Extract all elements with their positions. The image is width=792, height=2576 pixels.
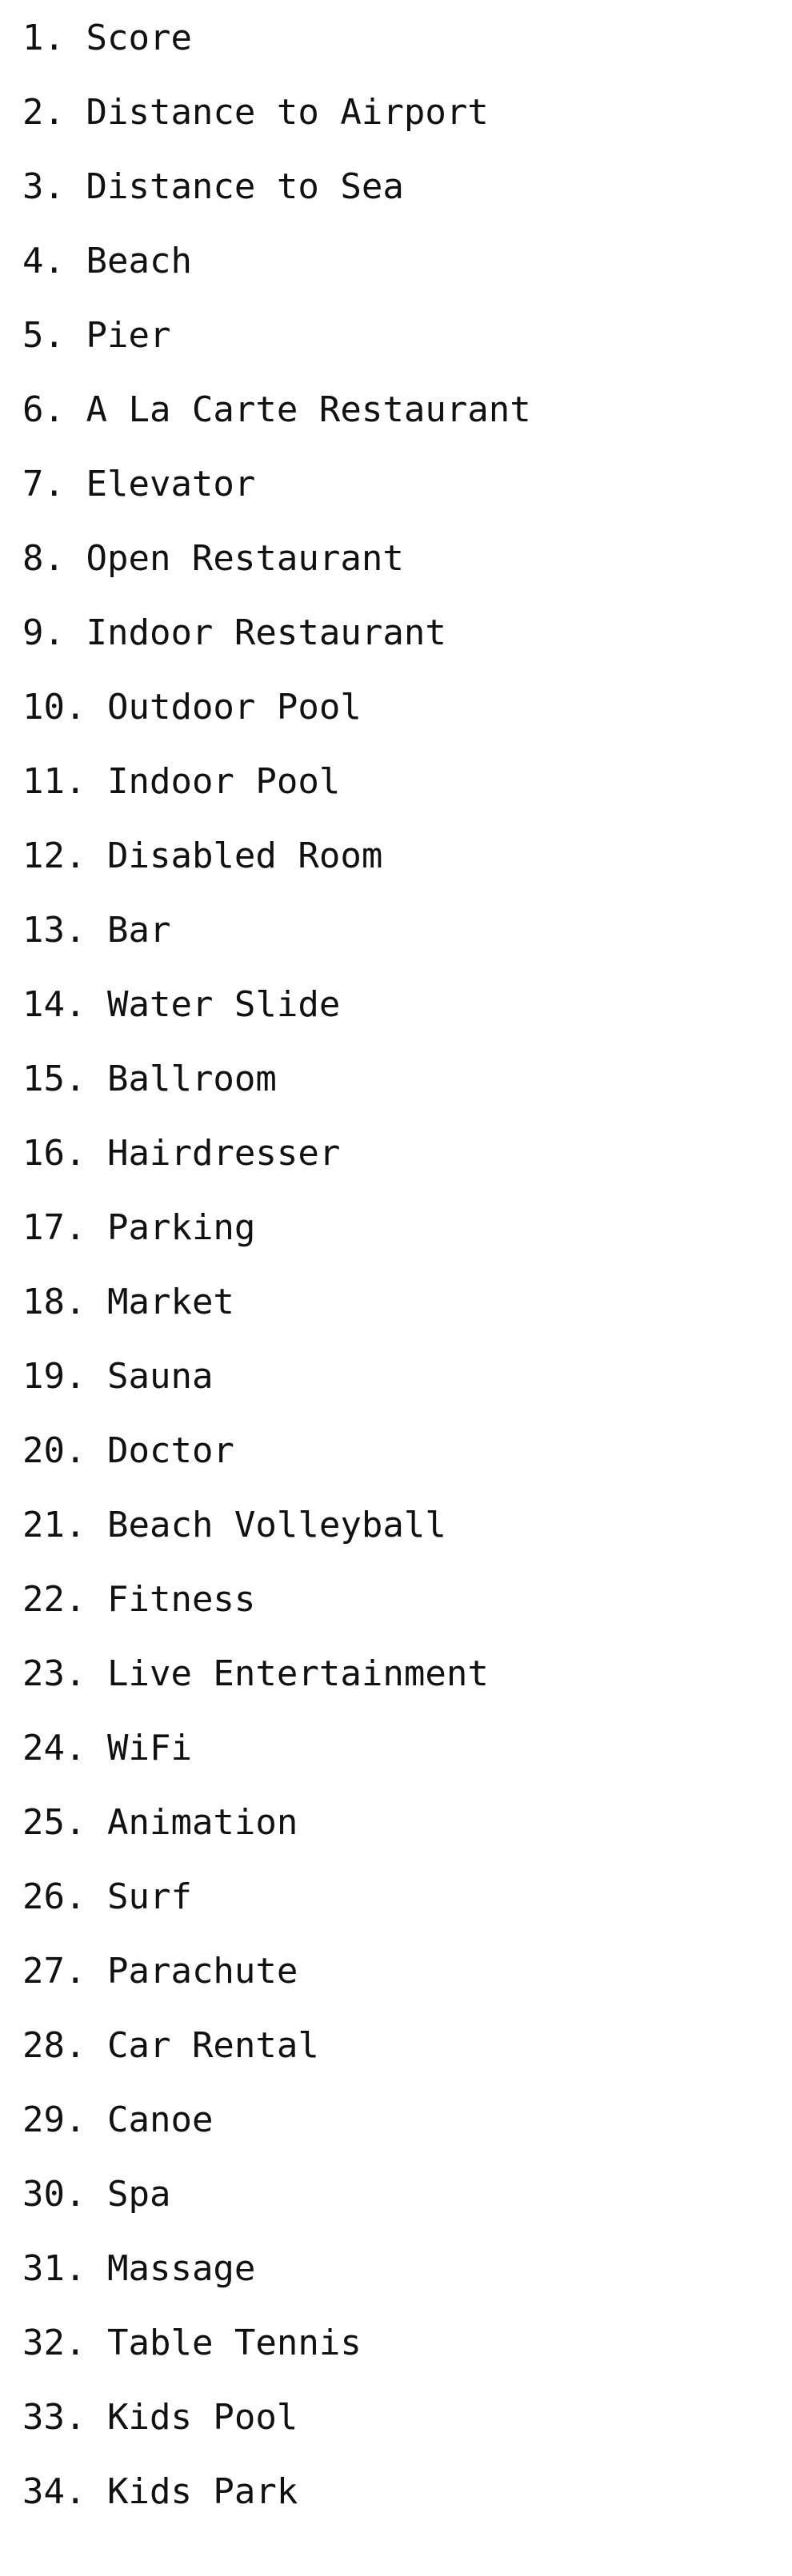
- list-item-number: 16.: [22, 1133, 86, 1174]
- list-item-label: Parachute: [106, 1951, 298, 1992]
- list-item-number: 20.: [22, 1430, 86, 1471]
- list-item-label: A La Carte Restaurant: [86, 389, 531, 430]
- list-item-number: 32.: [22, 2323, 86, 2363]
- list-item-number: 7.: [22, 464, 65, 504]
- list-item-label: Score: [86, 18, 192, 58]
- list-item-number: 11.: [22, 761, 86, 802]
- list-item-label: Car Rental: [106, 2025, 319, 2066]
- list-item-number: 28.: [22, 2025, 86, 2066]
- list-item-label: Disabled Room: [106, 835, 383, 876]
- list-item-label: Spa: [106, 2174, 171, 2215]
- list-item-number: 10.: [22, 687, 86, 728]
- list-item-number: 6.: [22, 389, 65, 430]
- list-item: [22, 389, 531, 464]
- list-item-label: Kids Park: [106, 2471, 298, 2512]
- list-item: [22, 92, 531, 166]
- list-item: [22, 2174, 531, 2248]
- list-item-label: Bar: [106, 910, 171, 951]
- list-item-number: 15.: [22, 1059, 86, 1099]
- list-item-label: Market: [106, 1282, 234, 1322]
- list-item-label: Massage: [106, 2248, 256, 2289]
- list-item: [22, 1802, 531, 1876]
- list-item-number: 12.: [22, 835, 86, 876]
- list-item-number: 30.: [22, 2174, 86, 2215]
- list-item-number: 5.: [22, 315, 65, 356]
- list-item: [22, 1579, 531, 1653]
- list-item: [22, 910, 531, 984]
- list-item-label: Elevator: [86, 464, 256, 504]
- list-item-label: Pier: [86, 315, 171, 356]
- list-item: [22, 687, 531, 761]
- list-item: [22, 315, 531, 389]
- list-item-number: 18.: [22, 1282, 86, 1322]
- list-item-number: 14.: [22, 984, 86, 1025]
- list-item-label: Open Restaurant: [86, 538, 404, 579]
- list-item: [22, 1356, 531, 1430]
- list-item-number: 23.: [22, 1653, 86, 1694]
- list-item-label: Water Slide: [106, 984, 341, 1025]
- list-item: [22, 1207, 531, 1282]
- list-item: [22, 18, 531, 92]
- list-item-number: 19.: [22, 1356, 86, 1397]
- list-item-label: Live Entertainment: [106, 1653, 489, 1694]
- list-item: [22, 1059, 531, 1133]
- list-item-label: Doctor: [106, 1430, 234, 1471]
- list-item: [22, 2397, 531, 2471]
- list-item: [22, 612, 531, 687]
- list-item-number: 8.: [22, 538, 65, 579]
- list-item-number: 9.: [22, 612, 65, 653]
- list-item-number: 29.: [22, 2099, 86, 2140]
- list-item-label: Table Tennis: [106, 2323, 362, 2363]
- list-item-number: 27.: [22, 1951, 86, 1992]
- list-item-label: Fitness: [106, 1579, 256, 1620]
- list-item-number: 17.: [22, 1207, 86, 1248]
- list-item: [22, 2025, 531, 2099]
- list-item: [22, 984, 531, 1059]
- list-item: [22, 464, 531, 538]
- list-item: [22, 166, 531, 241]
- list-item: [22, 2471, 531, 2546]
- list-item-number: 25.: [22, 1802, 86, 1843]
- list-item-label: Animation: [106, 1802, 298, 1843]
- list-item-number: 21.: [22, 1505, 86, 1545]
- list-item-label: Distance to Sea: [86, 166, 404, 207]
- list-item: [22, 2099, 531, 2174]
- list-item-label: Sauna: [106, 1356, 214, 1397]
- list-item: [22, 761, 531, 835]
- list-item-label: Beach: [86, 241, 192, 281]
- list-item: [22, 1133, 531, 1207]
- facility-list: [22, 18, 531, 2546]
- list-item: [22, 1505, 531, 1579]
- list-item-number: 33.: [22, 2397, 86, 2438]
- list-item-label: Kids Pool: [106, 2397, 298, 2438]
- list-item-label: Outdoor Pool: [106, 687, 362, 728]
- list-item-label: Indoor Restaurant: [86, 612, 446, 653]
- list-item: [22, 1282, 531, 1356]
- list-item: [22, 1430, 531, 1505]
- list-item-label: Surf: [106, 1876, 192, 1917]
- list-item-number: 34.: [22, 2471, 86, 2512]
- list-item-number: 31.: [22, 2248, 86, 2289]
- list-item-label: Indoor Pool: [106, 761, 341, 802]
- list-item: [22, 2323, 531, 2397]
- list-item: [22, 1728, 531, 1802]
- list-item-number: 2.: [22, 92, 65, 133]
- list-item: [22, 835, 531, 910]
- list-item: [22, 241, 531, 315]
- list-item: [22, 1951, 531, 2025]
- list-item-label: Distance to Airport: [86, 92, 489, 133]
- list-item-label: Hairdresser: [106, 1133, 341, 1174]
- list-item-label: Canoe: [106, 2099, 214, 2140]
- list-item-number: 13.: [22, 910, 86, 951]
- list-item: [22, 2248, 531, 2323]
- list-item-number: 4.: [22, 241, 65, 281]
- list-item-number: 24.: [22, 1728, 86, 1769]
- list-item-label: Ballroom: [106, 1059, 277, 1099]
- list-item-number: 26.: [22, 1876, 86, 1917]
- list-item-number: 22.: [22, 1579, 86, 1620]
- list-item-label: WiFi: [106, 1728, 192, 1769]
- list-item: [22, 538, 531, 612]
- list-item-number: 1.: [22, 18, 65, 58]
- list-item-label: Beach Volleyball: [106, 1505, 446, 1545]
- list-item-number: 3.: [22, 166, 65, 207]
- list-item: [22, 1876, 531, 1951]
- list-item: [22, 1653, 531, 1728]
- list-item-label: Parking: [106, 1207, 256, 1248]
